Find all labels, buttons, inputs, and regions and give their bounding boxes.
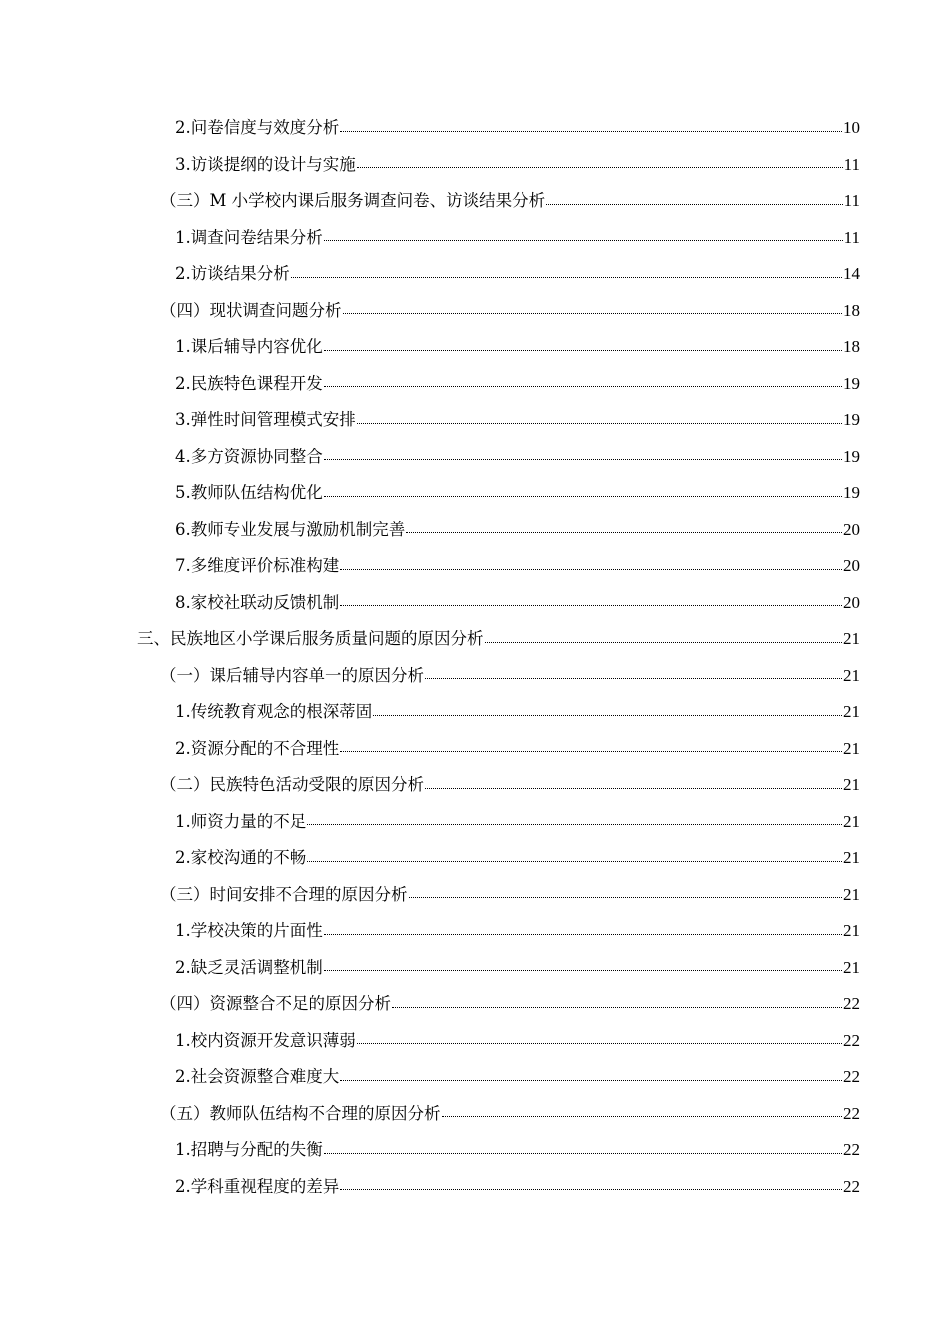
toc-entry-title: 2.问卷信度与效度分析 <box>175 118 340 137</box>
toc-entry[interactable] <box>0 293 950 330</box>
toc-entry[interactable] <box>0 548 950 585</box>
toc-entry-page: 19 <box>843 446 860 466</box>
toc-entry-page: 21 <box>843 811 860 831</box>
toc-entry-page: 22 <box>843 994 860 1013</box>
toc-entry-title: 8.家校社联动反馈机制 <box>175 592 340 612</box>
toc-entry-page: 21 <box>843 775 860 794</box>
toc-entry-page: 21 <box>843 702 860 721</box>
toc-leader-dots <box>340 1188 842 1190</box>
toc-entry-title: 1.传统教育观念的根深蒂固 <box>175 702 373 721</box>
toc-entry[interactable] <box>0 986 950 1023</box>
toc-entry-page: 21 <box>843 884 860 904</box>
toc-entry-title: （二）民族特色活动受限的原因分析 <box>160 775 424 794</box>
toc-entry[interactable] <box>0 1023 950 1060</box>
toc-leader-dots <box>307 860 842 862</box>
toc-entry-page: 22 <box>843 1140 860 1159</box>
toc-entry-page: 22 <box>843 1176 860 1196</box>
toc-entry-page: 18 <box>843 300 860 320</box>
toc-entry-page: 11 <box>843 227 860 247</box>
toc-entry[interactable] <box>0 731 950 768</box>
toc-entry-title: 2.家校沟通的不畅 <box>175 848 307 867</box>
toc-entry-title: 3.访谈提纲的设计与实施 <box>175 154 356 174</box>
toc-entry-page: 21 <box>843 629 860 648</box>
toc-leader-dots <box>373 714 842 716</box>
toc-entry-page: 10 <box>843 118 860 137</box>
toc-leader-dots <box>442 1115 843 1117</box>
toc-entry-title: 1.校内资源开发意识薄弱 <box>175 1030 356 1050</box>
toc-entry-title: 6.教师专业发展与激励机制完善 <box>175 519 406 539</box>
toc-entry-title: 7.多维度评价标准构建 <box>175 556 340 575</box>
toc-leader-dots <box>425 677 842 679</box>
toc-entry[interactable] <box>0 621 950 658</box>
toc-leader-dots <box>340 604 842 606</box>
toc-entry[interactable] <box>0 439 950 476</box>
toc-entry[interactable] <box>0 585 950 622</box>
toc-entry-page: 11 <box>843 154 860 174</box>
toc-entry-page: 21 <box>843 957 860 977</box>
toc-entry-title: 2.学科重视程度的差异 <box>175 1176 340 1196</box>
toc-entry-page: 20 <box>843 592 860 612</box>
toc-entry[interactable] <box>0 220 950 257</box>
toc-entry[interactable] <box>0 658 950 695</box>
toc-entry-title: 1.调查问卷结果分析 <box>175 227 323 247</box>
toc-entry[interactable] <box>0 183 950 220</box>
toc-leader-dots <box>392 1006 842 1008</box>
toc-leader-dots <box>340 568 842 570</box>
toc-entry[interactable] <box>0 1059 950 1096</box>
toc-entry[interactable] <box>0 256 950 293</box>
toc-leader-dots <box>291 276 842 278</box>
toc-entry[interactable] <box>0 366 950 403</box>
toc-entry-title: （四）资源整合不足的原因分析 <box>160 994 391 1013</box>
toc-entry-page: 21 <box>843 848 860 867</box>
toc-entry-page: 19 <box>843 410 860 429</box>
toc-leader-dots <box>357 1042 842 1044</box>
toc-leader-dots <box>409 896 843 898</box>
toc-entry-page: 21 <box>843 921 860 940</box>
toc-entry[interactable] <box>0 110 950 147</box>
toc-entry[interactable] <box>0 877 950 914</box>
toc-entry-page: 22 <box>843 1067 860 1086</box>
toc-leader-dots <box>406 531 842 533</box>
toc-entry[interactable] <box>0 950 950 987</box>
toc-entry[interactable] <box>0 1169 950 1206</box>
toc-entry[interactable] <box>0 1096 950 1133</box>
toc-leader-dots <box>340 130 842 132</box>
toc-entry-title: 1.学校决策的片面性 <box>175 921 323 940</box>
toc-entry-title: （三）时间安排不合理的原因分析 <box>160 884 408 904</box>
toc-entry-page: 21 <box>843 665 860 685</box>
toc-leader-dots <box>324 458 842 460</box>
toc-leader-dots <box>340 750 842 752</box>
toc-leader-dots <box>324 933 842 935</box>
toc-leader-dots <box>324 495 842 497</box>
toc-entry-page: 18 <box>843 337 860 356</box>
toc-leader-dots <box>343 312 843 314</box>
toc-entry[interactable] <box>0 402 950 439</box>
toc-leader-dots <box>357 166 843 168</box>
toc-leader-dots <box>340 1079 842 1081</box>
toc-entry[interactable] <box>0 329 950 366</box>
toc-leader-dots <box>357 422 842 424</box>
toc-leader-dots <box>485 641 843 643</box>
toc-entry-page: 21 <box>843 738 860 758</box>
toc-entry[interactable] <box>0 804 950 841</box>
toc-entry-title: 1.课后辅导内容优化 <box>175 337 323 356</box>
toc-leader-dots <box>546 203 842 205</box>
toc-entry[interactable] <box>0 840 950 877</box>
toc-leader-dots <box>324 969 842 971</box>
toc-leader-dots <box>324 349 842 351</box>
toc-entry-page: 22 <box>843 1103 860 1123</box>
toc-entry-title: （四）现状调查问题分析 <box>160 300 342 320</box>
toc-entry-page: 20 <box>843 556 860 575</box>
toc-leader-dots <box>324 385 842 387</box>
toc-entry-title: 2.民族特色课程开发 <box>175 373 323 393</box>
toc-entry[interactable] <box>0 694 950 731</box>
table-of-contents <box>0 110 950 1205</box>
toc-entry-title: 4.多方资源协同整合 <box>175 446 323 466</box>
toc-leader-dots <box>324 1152 842 1154</box>
toc-entry-title: （三）M 小学校内课后服务调查问卷、访谈结果分析 <box>160 191 546 210</box>
toc-entry[interactable] <box>0 512 950 549</box>
toc-entry-title: 2.缺乏灵活调整机制 <box>175 957 323 977</box>
toc-entry-title: 三、民族地区小学课后服务质量问题的原因分析 <box>137 629 484 648</box>
toc-entry-title: 5.教师队伍结构优化 <box>175 483 323 502</box>
toc-entry-title: （一）课后辅导内容单一的原因分析 <box>160 665 424 685</box>
toc-leader-dots <box>307 823 842 825</box>
toc-entry-title: 3.弹性时间管理模式安排 <box>175 410 356 429</box>
toc-entry-title: 2.社会资源整合难度大 <box>175 1067 340 1086</box>
toc-entry-title: （五）教师队伍结构不合理的原因分析 <box>160 1103 441 1123</box>
toc-entry-page: 19 <box>843 483 860 502</box>
toc-entry[interactable] <box>0 1132 950 1169</box>
toc-entry-page: 11 <box>843 191 860 210</box>
toc-entry-title: 1.师资力量的不足 <box>175 811 307 831</box>
toc-entry[interactable] <box>0 913 950 950</box>
toc-entry[interactable] <box>0 475 950 512</box>
toc-leader-dots <box>324 239 843 241</box>
toc-entry[interactable] <box>0 767 950 804</box>
toc-entry-title: 1.招聘与分配的失衡 <box>175 1140 323 1159</box>
toc-entry-title: 2.资源分配的不合理性 <box>175 738 340 758</box>
toc-entry-page: 20 <box>843 519 860 539</box>
toc-entry-page: 19 <box>843 373 860 393</box>
toc-entry[interactable] <box>0 147 950 184</box>
toc-leader-dots <box>425 787 842 789</box>
toc-entry-page: 22 <box>843 1030 860 1050</box>
toc-entry-title: 2.访谈结果分析 <box>175 264 290 283</box>
toc-entry-page: 14 <box>843 264 860 283</box>
